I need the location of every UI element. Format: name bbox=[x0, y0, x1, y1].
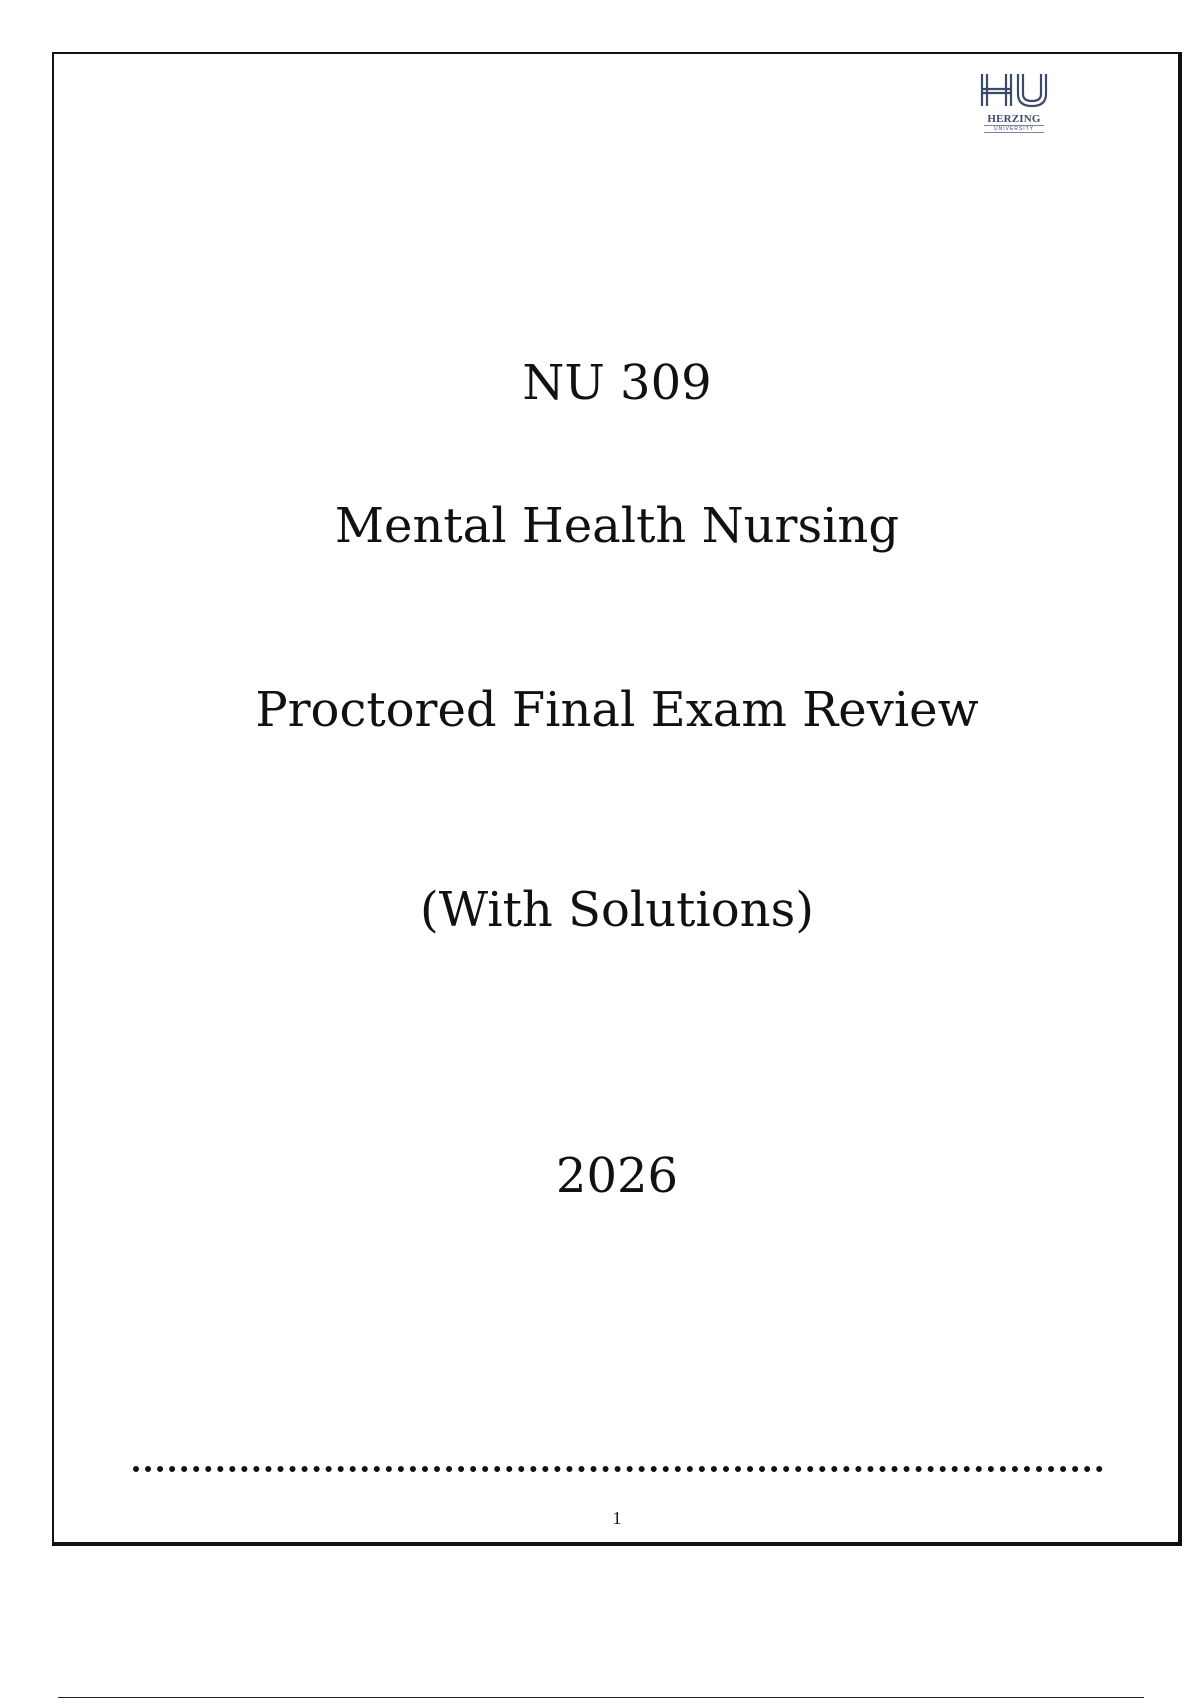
course-code: NU 309 bbox=[522, 355, 712, 411]
course-name: Mental Health Nursing bbox=[334, 498, 900, 554]
exam-title: Proctored Final Exam Review bbox=[255, 682, 979, 738]
dotted-divider bbox=[133, 1466, 1103, 1472]
exam-year: 2026 bbox=[555, 1148, 679, 1204]
university-logo bbox=[978, 72, 1050, 134]
logo-subtitle: UNIVERSITY bbox=[984, 125, 1044, 133]
next-page-top-rule bbox=[58, 1697, 1144, 1698]
page-frame bbox=[52, 52, 1182, 1546]
hu-monogram-icon bbox=[978, 72, 1050, 108]
exam-note: (With Solutions) bbox=[420, 882, 814, 938]
page-number: 1 bbox=[612, 1508, 622, 1528]
logo-name: HERZING bbox=[987, 113, 1041, 125]
